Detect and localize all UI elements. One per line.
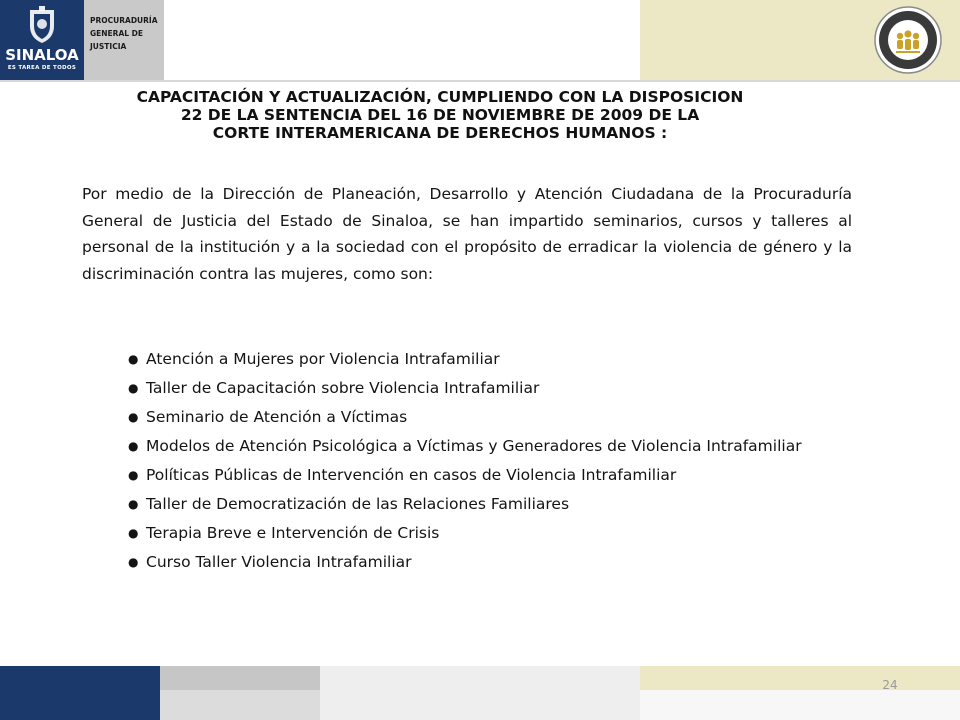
- header-spacer: [164, 0, 640, 80]
- list-item-text: Terapia Breve e Intervención de Crisis: [146, 524, 440, 542]
- agency-name: [90, 14, 162, 53]
- header-logo-block: [0, 0, 84, 80]
- header-divider: [0, 80, 960, 82]
- bullet-dot-icon: ●: [128, 526, 139, 540]
- intro-paragraph: Por medio de la Dirección de Planeación, Desarrollo y Atención Ciudadana de la Procuraduría General de Justicia del Estado de Sinaloa, se han impartido seminarios, cursos y talleres al personal de la institución y a la sociedad con el propósito de erradicar la violencia de género y la discriminación contra las mujeres, como son:: [82, 185, 852, 284]
- title-line: 22 DE LA SENTENCIA DEL 16 DE NOVIEMBRE DE 2009 DE LA: [180, 106, 700, 124]
- bullet-dot-icon: ●: [128, 410, 139, 424]
- bullet-dot-icon: ●: [128, 468, 139, 482]
- page-number: 24: [882, 678, 898, 692]
- bullet-dot-icon: ●: [128, 352, 139, 366]
- bullet-dot-icon: ●: [128, 381, 139, 395]
- list-item: [128, 548, 852, 577]
- bullet-dot-icon: ●: [128, 497, 139, 511]
- state-tagline: ES TAREA DE TODOS: [7, 65, 77, 71]
- list-item: [128, 519, 852, 548]
- list-item-text: Atención a Mujeres por Violencia Intrafamiliar: [146, 350, 500, 368]
- footer-block-gray-lower: [160, 690, 320, 720]
- state-name: SINALOA: [5, 46, 79, 64]
- list-item-text: Seminario de Atención a Víctimas: [146, 408, 408, 426]
- list-item: [128, 461, 852, 490]
- agency-line: GENERAL DE: [90, 29, 143, 38]
- agency-line: PROCURADURÍA: [90, 16, 158, 25]
- state-shield-icon: [26, 6, 58, 44]
- list-item-text: Políticas Públicas de Intervención en casos de Violencia Intrafamiliar: [146, 466, 677, 484]
- footer-block-navy: [0, 666, 160, 720]
- footer-block-light: [320, 666, 640, 720]
- title-line: CAPACITACIÓN Y ACTUALIZACIÓN, CUMPLIENDO CON LA DISPOSICION: [136, 88, 744, 106]
- list-item-text: Taller de Capacitación sobre Violencia Intrafamiliar: [146, 379, 540, 397]
- list-item: [128, 374, 852, 403]
- course-list: [128, 345, 852, 577]
- agency-line: JUSTICIA: [90, 42, 127, 51]
- list-item: [128, 432, 852, 461]
- institutional-seal-icon: [874, 6, 942, 74]
- footer-block-gray: [160, 666, 320, 690]
- footer-block-white: [640, 690, 960, 720]
- bullet-dot-icon: ●: [128, 439, 139, 453]
- bullet-dot-icon: ●: [128, 555, 139, 569]
- list-item-text: Modelos de Atención Psicológica a Víctimas y Generadores de Violencia Intrafamiliar: [146, 437, 802, 455]
- slide-title: [80, 88, 800, 142]
- list-item-text: Taller de Democratización de las Relaciones Familiares: [146, 495, 570, 513]
- title-line: CORTE INTERAMERICANA DE DERECHOS HUMANOS :: [212, 124, 668, 142]
- list-item: [128, 490, 852, 519]
- list-item: [128, 345, 852, 374]
- list-item: [128, 403, 852, 432]
- list-item-text: Curso Taller Violencia Intrafamiliar: [146, 553, 412, 571]
